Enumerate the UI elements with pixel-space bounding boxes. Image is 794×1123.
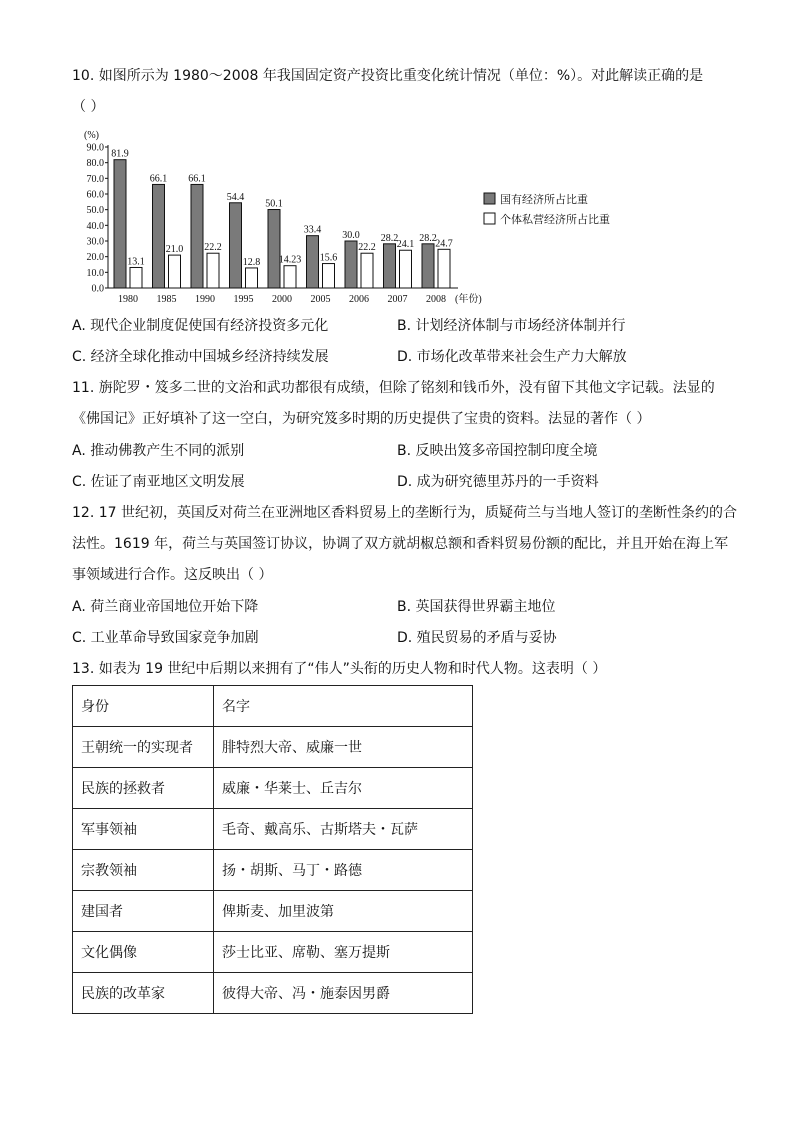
bar-value-label: 54.4 [226, 191, 245, 203]
y-tick-label: 60.0 [86, 189, 104, 201]
x-tick-label: 1990 [195, 294, 215, 305]
cell-identity: 文化偶像 [73, 932, 214, 973]
bar-value-label: 22.2 [358, 242, 376, 254]
table-row [73, 973, 473, 1014]
chart-legend [484, 192, 610, 226]
x-tick-label: 1980 [118, 294, 138, 305]
y-tick-label: 30.0 [86, 236, 104, 248]
y-tick-label: 90.0 [86, 142, 104, 154]
cell-names: 腓特烈大帝、威廉一世 [214, 727, 473, 768]
cell-identity: 军事领袖 [73, 809, 214, 850]
q10-option-c: C. 经济全球化推动中国城乡经济持续发展 [72, 349, 329, 365]
legend-swatch-private [484, 213, 495, 224]
legend-label-private: 个体私营经济所占比重 [500, 214, 610, 226]
q13-table [72, 685, 473, 1014]
q11-option-b: B. 反映出笈多帝国控制印度全境 [397, 443, 598, 459]
bar-value-label: 81.9 [111, 148, 129, 160]
cell-identity: 民族的改革家 [73, 973, 214, 1014]
bar [422, 244, 434, 288]
bar-value-label: 12.8 [242, 256, 261, 268]
cell-identity: 建国者 [73, 891, 214, 932]
y-tick-label: 70.0 [86, 173, 104, 185]
header-name: 名字 [214, 686, 473, 727]
q12-option-d: D. 殖民贸易的矛盾与妥协 [397, 630, 557, 646]
bar-value-label: 28.2 [419, 232, 437, 244]
bar [130, 267, 142, 288]
q10-blank: （ ） [72, 99, 105, 115]
table-header-row [73, 686, 473, 727]
q13-stem: 13. 如表为 19 世纪中后期以来拥有了“伟人”头衔的历史人物和时代人物。这表明（ ） [72, 661, 607, 677]
bar-value-label: 24.7 [435, 238, 453, 250]
x-tick-label: 2005 [310, 294, 331, 305]
table-row [73, 932, 473, 973]
bar [438, 249, 450, 288]
bar-chart [74, 124, 634, 308]
q10-option-a: A. 现代企业制度促使国有经济投资多元化 [72, 318, 329, 334]
x-axis-labels [118, 294, 446, 305]
q12-option-c: C. 工业革命导致国家竞争加剧 [72, 630, 259, 646]
bar [169, 255, 181, 288]
legend-swatch-state [484, 193, 495, 204]
q11-line2: 《佛国记》正好填补了这一空白，为研究笈多时期的历史提供了宝贵的资料。法显的著作（ ） [72, 411, 651, 427]
bar-value-label: 13.1 [127, 256, 145, 268]
bar [268, 210, 280, 288]
q12-line1: 12. 17 世纪初，英国反对荷兰在亚洲地区香料贸易上的垄断行为，质疑荷兰与当地人签订的垄断性条约的合 [72, 505, 737, 521]
chart-ylabel: (%) [84, 130, 99, 141]
q12-line2: 法性。1619 年，荷兰与英国签订协议，协调了双方就胡椒总额和香料贸易份额的配比，并且开始在海上军 [72, 536, 729, 552]
cell-names: 彼得大帝、冯・施泰因男爵 [214, 973, 473, 1014]
bar-value-label: 33.4 [303, 224, 322, 236]
y-tick-label: 10.0 [86, 267, 104, 279]
cell-identity: 王朝统一的实现者 [73, 727, 214, 768]
y-tick-label: 20.0 [86, 252, 104, 264]
cell-names: 扬・胡斯、马丁・路德 [214, 850, 473, 891]
chart-xlabel: (年份) [455, 294, 482, 305]
y-tick-label: 0.0 [91, 283, 104, 295]
q11-line1: 11. 旃陀罗・笈多二世的文治和武功都很有成绩，但除了铭刻和钱币外，没有留下其他文字记载。法显的 [72, 380, 715, 396]
bar [246, 268, 258, 288]
q12-line3: 事领域进行合作。这反映出（ ） [72, 567, 273, 583]
table-row [73, 768, 473, 809]
bar [207, 253, 219, 288]
chart-bars [111, 149, 453, 288]
bar [230, 203, 242, 288]
bar-value-label: 66.1 [188, 173, 206, 185]
bar [114, 160, 126, 288]
cell-identity: 宗教领袖 [73, 850, 214, 891]
y-tick-label: 50.0 [86, 205, 104, 217]
q12-option-b: B. 英国获得世界霸主地位 [397, 599, 556, 615]
bar-value-label: 21.0 [165, 244, 184, 256]
bar [153, 184, 165, 288]
q10-option-d: D. 市场化改革带来社会生产力大解放 [397, 349, 627, 365]
table-row [73, 727, 473, 768]
table-row [73, 850, 473, 891]
x-tick-label: 2007 [387, 294, 408, 305]
table-row [73, 891, 473, 932]
legend-label-state: 国有经济所占比重 [500, 194, 588, 206]
bar [307, 236, 319, 288]
q11-option-a: A. 推动佛教产生不同的派别 [72, 443, 245, 459]
header-identity: 身份 [73, 686, 214, 727]
cell-names: 毛奇、戴高乐、古斯塔夫・瓦萨 [214, 809, 473, 850]
bar [345, 241, 357, 288]
bar [284, 266, 296, 288]
bar-value-label: 24.1 [396, 239, 415, 251]
bar-value-label: 66.1 [149, 173, 168, 185]
y-tick-label: 40.0 [86, 220, 104, 232]
bar-value-label: 15.6 [319, 252, 338, 264]
bar [384, 244, 396, 288]
bar [361, 253, 373, 288]
x-tick-label: 2008 [426, 294, 446, 305]
bar-value-label: 50.1 [265, 198, 283, 210]
bar-value-label: 22.2 [204, 242, 222, 254]
bar-value-label: 14.23 [278, 254, 302, 266]
bar-value-label: 30.0 [342, 230, 360, 241]
table-row [73, 809, 473, 850]
q10-option-b: B. 计划经济体制与市场经济体制并行 [397, 318, 626, 334]
cell-names: 莎士比亚、席勒、塞万提斯 [214, 932, 473, 973]
x-tick-label: 1995 [233, 294, 254, 305]
y-tick-label: 80.0 [86, 158, 104, 170]
bar-value-label: 28.2 [380, 232, 399, 244]
cell-identity: 民族的拯救者 [73, 768, 214, 809]
bar [191, 184, 203, 288]
bar [400, 250, 412, 288]
cell-names: 俾斯麦、加里波第 [214, 891, 473, 932]
x-tick-label: 2006 [349, 294, 369, 305]
cell-names: 威廉・华莱士、丘吉尔 [214, 768, 473, 809]
x-tick-label: 1985 [156, 294, 177, 305]
q11-option-d: D. 成为研究德里苏丹的一手资料 [397, 474, 599, 490]
q12-option-a: A. 荷兰商业帝国地位开始下降 [72, 599, 259, 615]
q11-option-c: C. 佐证了南亚地区文明发展 [72, 474, 245, 490]
bar [323, 264, 335, 288]
x-tick-label: 2000 [272, 294, 292, 305]
q10-stem: 10. 如图所示为 1980～2008 年我国固定资产投资比重变化统计情况（单位：%）。对此解读正确的是 [72, 68, 704, 84]
